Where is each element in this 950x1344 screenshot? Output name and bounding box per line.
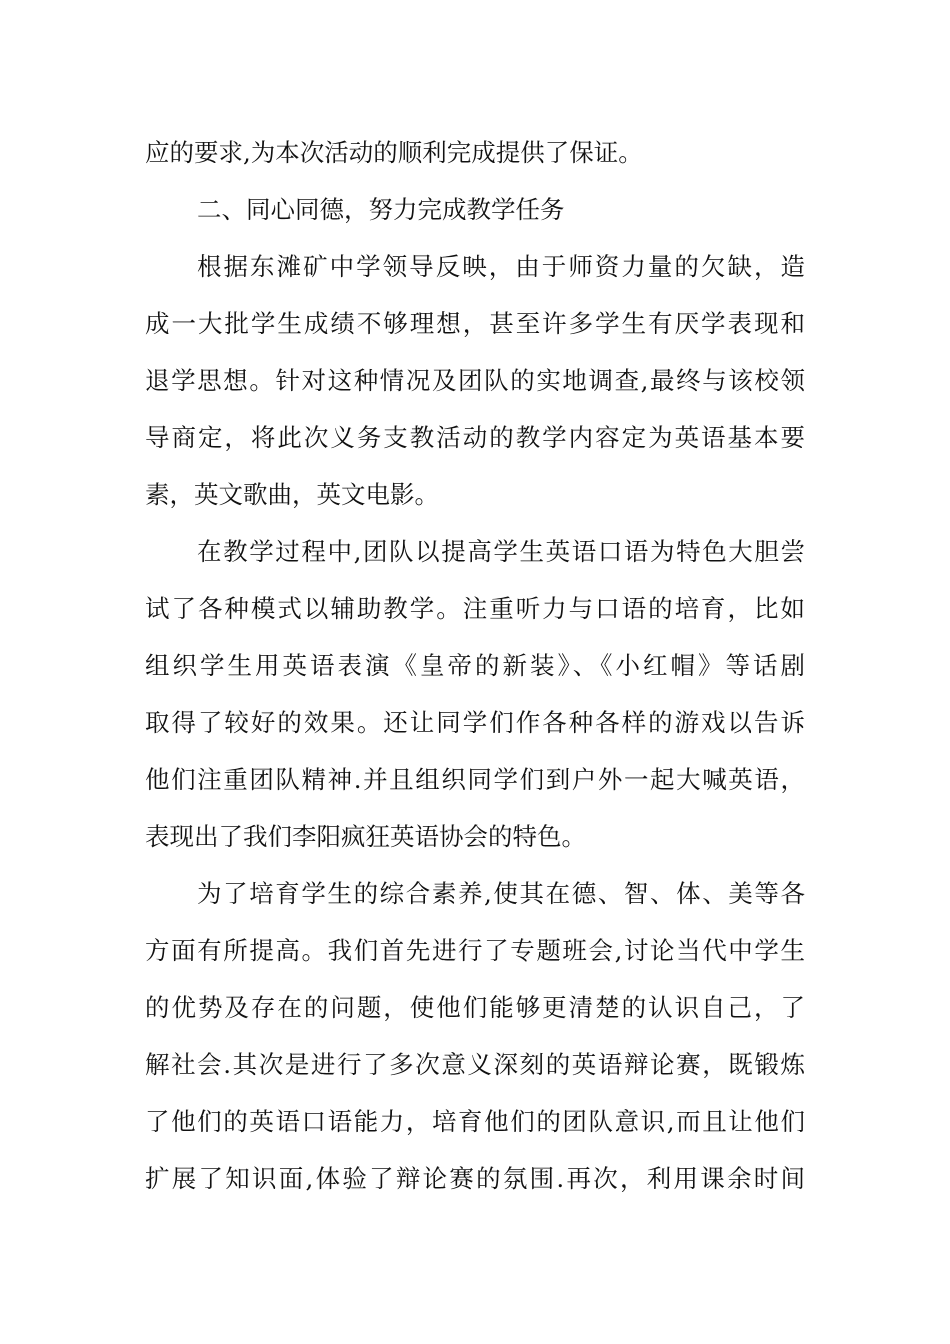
text-line-13: 表现出了我们李阳疯狂英语协会的特色。 (145, 822, 586, 851)
text-line-17: 解社会.其次是进行了多次意义深刻的英语辩论赛，既锻炼 (145, 1050, 805, 1079)
text-line-7: 素，英文歌曲，英文电影。 (145, 480, 439, 509)
text-line-14: 为了培育学生的综合素养,使其在德、智、体、美等各 (197, 879, 805, 908)
section-heading: 二、同心同德，努力完成教学任务 (197, 195, 565, 224)
text-line-12: 他们注重团队精神.并且组织同学们到户外一起大喊英语， (145, 765, 805, 794)
text-line-19: 扩展了知识面,体验了辩论赛的氛围.再次，利用课余时间 (145, 1164, 805, 1193)
text-line-15: 方面有所提高。我们首先进行了专题班会,讨论当代中学生 (145, 936, 805, 965)
text-line-16: 的优势及存在的问题，使他们能够更清楚的认识自己，了 (145, 993, 805, 1022)
text-line-4: 成一大批学生成绩不够理想，甚至许多学生有厌学表现和 (145, 309, 805, 338)
text-line-6: 导商定，将此次义务支教活动的教学内容定为英语基本要 (145, 423, 805, 452)
text-line-1: 应的要求,为本次活动的顺利完成提供了保证。 (145, 138, 643, 167)
text-line-11: 取得了较好的效果。还让同学们作各种各样的游戏以告诉 (145, 708, 805, 737)
text-line-3: 根据东滩矿中学领导反映，由于师资力量的欠缺，造 (197, 252, 805, 281)
text-line-5: 退学思想。针对这种情况及团队的实地调查,最终与该校领 (145, 366, 805, 395)
text-line-8: 在教学过程中,团队以提高学生英语口语为特色大胆尝 (197, 537, 805, 566)
text-line-9: 试了各种模式以辅助教学。注重听力与口语的培育，比如 (145, 594, 805, 623)
text-line-10: 组织学生用英语表演《皇帝的新装》、《小红帽》等话剧 (145, 651, 805, 680)
text-line-18: 了他们的英语口语能力，培育他们的团队意识,而且让他们 (145, 1107, 805, 1136)
